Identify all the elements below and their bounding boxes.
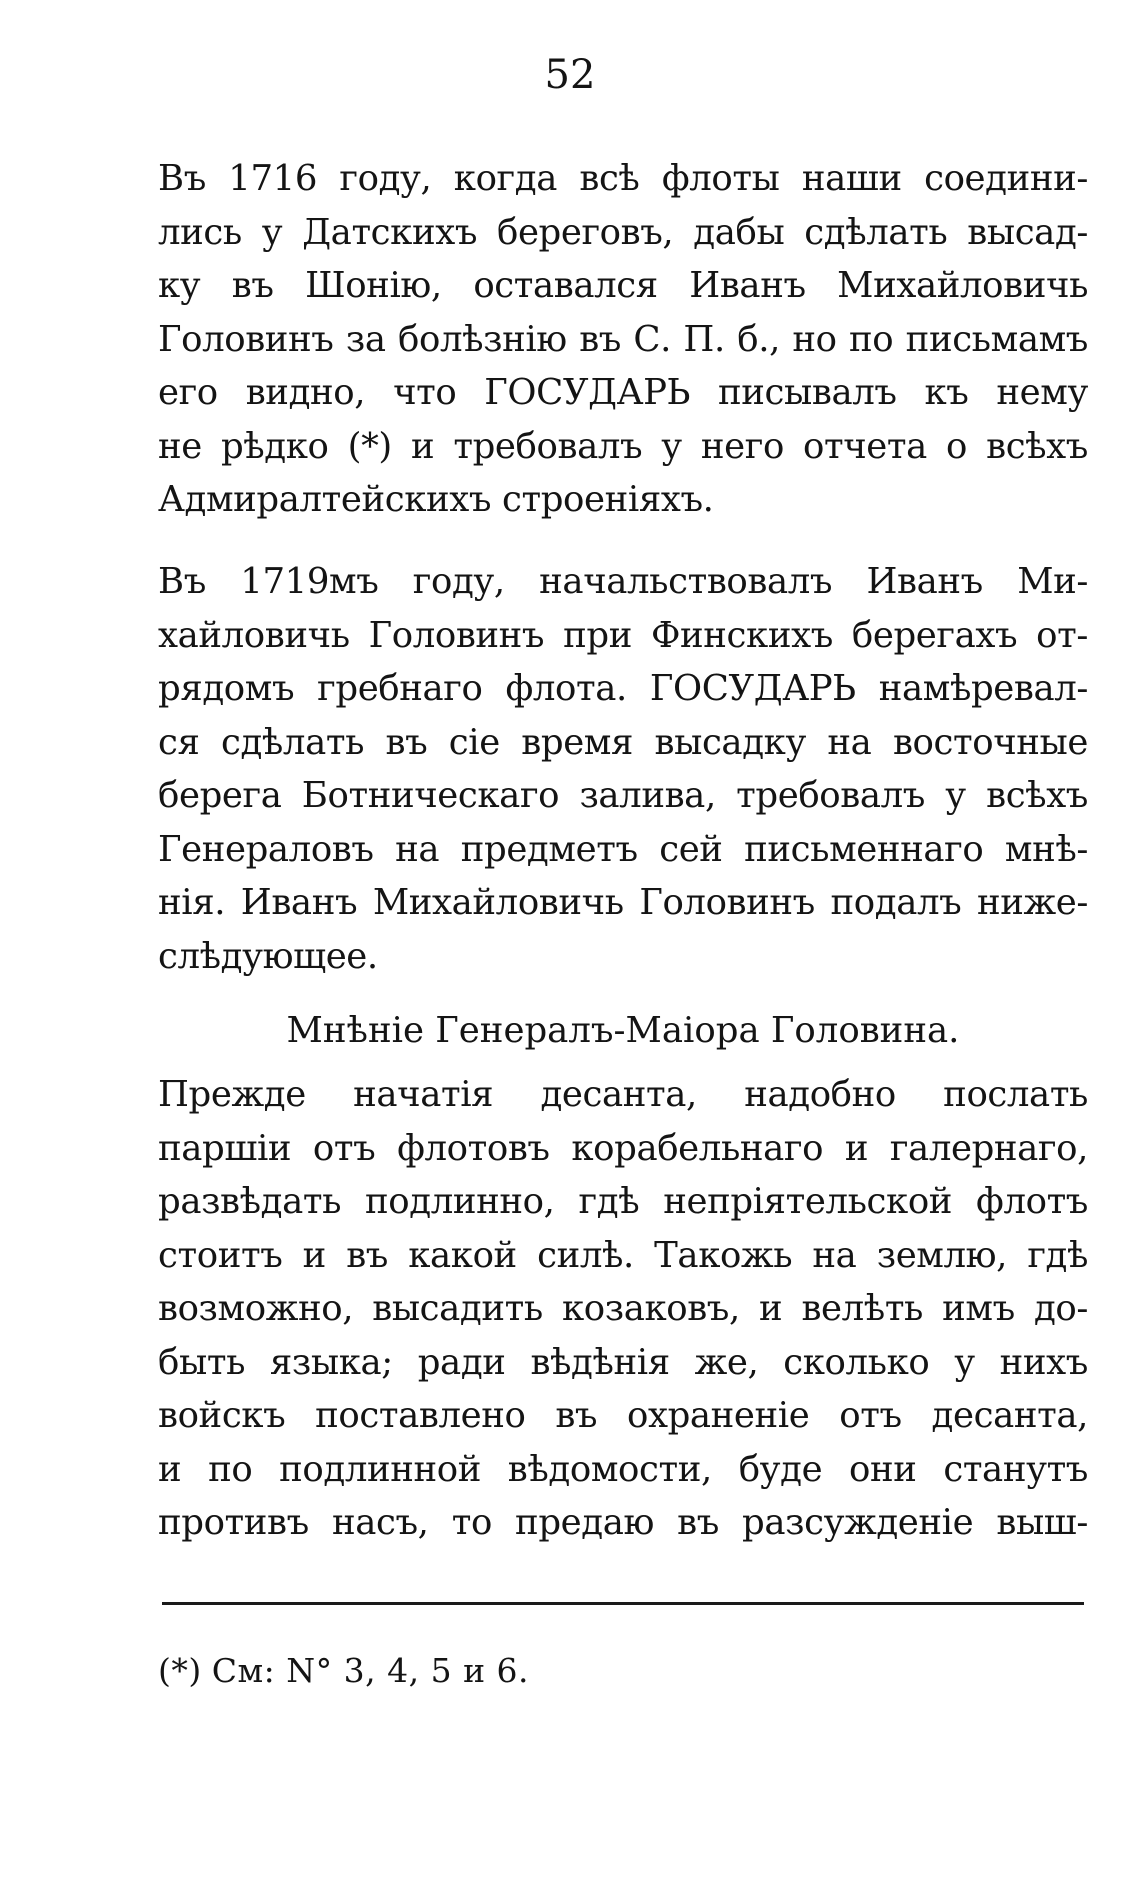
paragraph-1-line: его видно, что ГОСУДАРЬ писывалъ къ нему: [158, 372, 1088, 413]
paragraph-3-line: войскъ поставлено въ охраненіе отъ десанта,: [158, 1395, 1088, 1436]
paragraph-3-line: возможно, высадить козаковъ, и велѣть имъ до-: [158, 1288, 1088, 1329]
paragraph-3-line: стоитъ и въ какой силѣ. Такожь на землю, гдѣ: [158, 1234, 1088, 1276]
paragraph-1-line: Въ 1716 году, когда всѣ флоты наши соедини-: [158, 158, 1088, 199]
paragraph-3-line: быть языка; ради вѣдѣнія же, сколько у нихъ: [158, 1341, 1088, 1383]
paragraph-3-line: противъ насъ, то предаю въ разсужденіе выш-: [158, 1502, 1088, 1543]
paragraph-2-line: берега Ботническаго залива, требовалъ у всѣхъ: [158, 775, 1088, 816]
paragraph-2-line: нія. Иванъ Михайловичь Головинъ подалъ ниже-: [158, 882, 1088, 923]
paragraph-1: [158, 152, 1088, 527]
paragraph-3-line: развѣдать подлинно, гдѣ непріятельской флотъ: [158, 1181, 1088, 1222]
paragraph-2-line: рядомъ гребнаго флота. ГОСУДАРЬ намѣревал-: [158, 668, 1088, 709]
footnote-marker: (*): [158, 1651, 202, 1690]
paragraph-1-line: ку въ Шонію, оставался Иванъ Михайловичь: [158, 265, 1088, 306]
paragraph-3-line: Прежде начатія десанта, надобно послать: [158, 1074, 1088, 1115]
page-number: 52: [544, 52, 596, 98]
section-heading-text: Мнѣніе Генералъ-Маіора Головина.: [286, 1010, 960, 1051]
paragraph-1-line: не рѣдко (*) и требовалъ у него отчета о всѣхъ: [158, 425, 1088, 467]
paragraph-1-line: лись у Датскихъ береговъ, дабы сдѣлать высад-: [158, 211, 1088, 253]
paragraph-2-line: хайловичь Головинъ при Финскихъ берегахъ от-: [158, 614, 1088, 656]
paragraph-3-line: и по подлинной вѣдомости, буде они станутъ: [158, 1448, 1088, 1490]
paragraph-2: [158, 555, 1088, 983]
footnote-divider: [162, 1602, 1084, 1605]
paragraph-2-line: Въ 1719мъ году, начальствовалъ Иванъ Ми-: [158, 561, 1088, 602]
paragraph-1-line: Адмиралтейскихъ строеніяхъ.: [158, 479, 714, 520]
paragraph-2-line: слѣдующее.: [158, 935, 378, 977]
paragraph-3: [158, 1068, 1088, 1550]
paragraph-2-line: ся сдѣлать въ сіе время высадку на восточные: [158, 721, 1088, 763]
paragraph-1-line: Головинъ за болѣзнію въ С. П. б., но по письмамъ: [158, 318, 1088, 360]
footnote-text: См: N° 3, 4, 5 и 6.: [211, 1651, 530, 1690]
paragraph-3-line: паршіи отъ флотовъ корабельнаго и галернаго,: [158, 1127, 1088, 1169]
footnote: [158, 1648, 529, 1694]
paragraph-2-line: Генераловъ на предметъ сей письменнаго мнѣ-: [158, 828, 1088, 870]
section-heading: [158, 1010, 1088, 1064]
